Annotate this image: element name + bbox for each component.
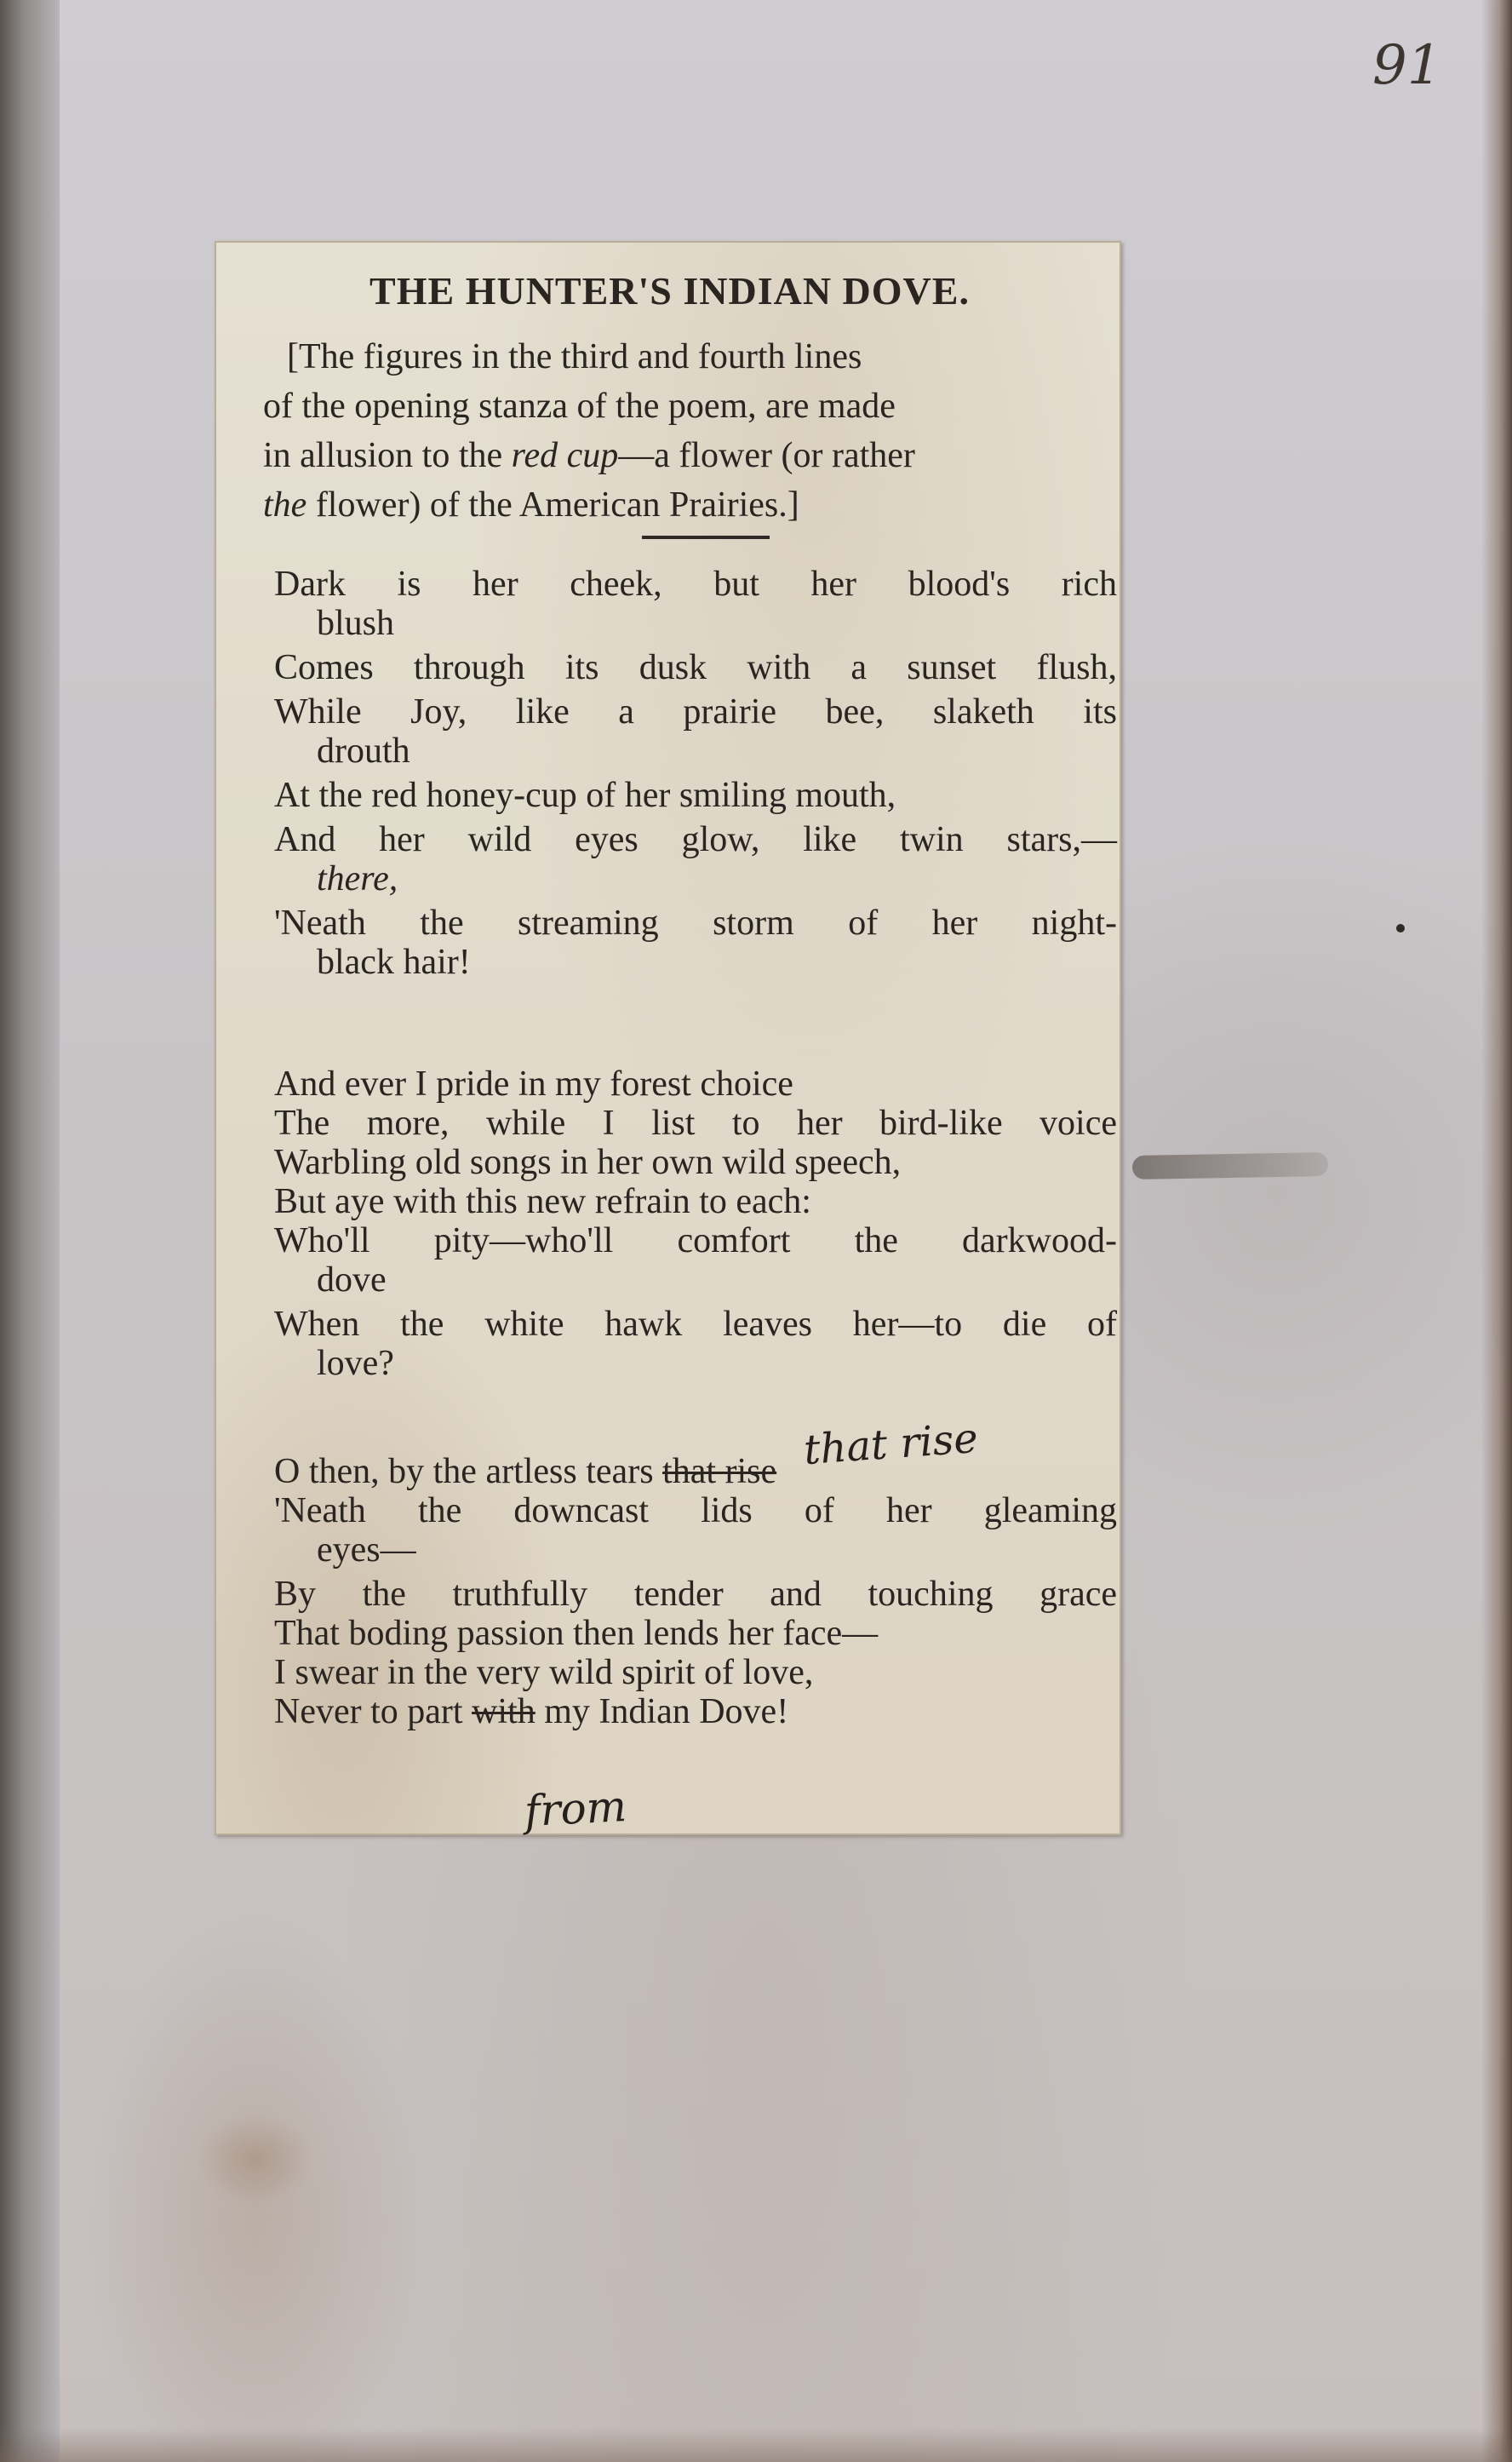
poem-line: But aye with this new refrain to each: [274, 1182, 811, 1221]
stanza-2 [274, 1065, 1117, 1383]
poem-line: That boding passion then lends her face— [274, 1614, 879, 1653]
ink-smudge [1132, 1152, 1328, 1179]
foxing-stain [196, 2112, 315, 2206]
handwritten-correction-from: from [523, 1781, 628, 1837]
poem-line: eyes— [317, 1530, 416, 1570]
intro-line: the flower) of the American Prairies.] [263, 485, 799, 525]
page-edge [1481, 0, 1512, 2462]
poem-line: Dark is her cheek, but her blood's rich [274, 565, 1117, 604]
intro-line: of the opening stanza of the poem, are made [263, 387, 896, 426]
poem-line: At the red honey-cup of her smiling mouth, [274, 776, 896, 815]
italic-term: the [263, 485, 307, 525]
poem-line: Warbling old songs in her own wild speech, [274, 1143, 902, 1182]
struck-text: that rise [662, 1452, 777, 1491]
poem-title: THE HUNTER'S INDIAN DOVE. [369, 269, 970, 313]
poem-line: And her wild eyes glow, like twin stars,— [274, 820, 1117, 859]
poem-line: Never to part with my Indian Dove! [274, 1692, 789, 1731]
stanza-3 [274, 1452, 1117, 1731]
book-spine [0, 0, 60, 2462]
intro-line: [The figures in the third and fourth lines [287, 337, 862, 376]
poem-line: Comes through its dusk with a sunset flush, [274, 648, 1117, 687]
separator-rule [642, 536, 770, 539]
poem-line: And ever I pride in my forest choice [274, 1065, 793, 1104]
poem-line: Who'll pity—who'll comfort the darkwood- [274, 1221, 1117, 1260]
handwritten-correction-that-rise: that rise [802, 1414, 980, 1475]
poem-line: love? [317, 1344, 394, 1383]
poem-line: dove [317, 1260, 387, 1300]
poem-line: I swear in the very wild spirit of love, [274, 1653, 814, 1692]
newspaper-clipping [215, 241, 1121, 1835]
ink-dot [1396, 924, 1405, 933]
poem-line: 'Neath the downcast lids of her gleaming [274, 1491, 1117, 1530]
poem-line: By the truthfully tender and touching grace [274, 1575, 1117, 1614]
poem-line: there, [317, 859, 398, 898]
poem-line: 'Neath the streaming storm of her night- [274, 904, 1117, 943]
page-bottom-edge [0, 2428, 1512, 2462]
intro-line: in allusion to the red cup—a flower (or rather [263, 436, 915, 475]
italic-term: red cup [511, 436, 619, 475]
poem-line: The more, while I list to her bird-like voice [274, 1104, 1117, 1143]
poem-line: While Joy, like a prairie bee, slaketh its [274, 692, 1117, 732]
struck-text: with [472, 1692, 536, 1731]
stanza-1 [274, 565, 1117, 982]
poem-intro-note [263, 332, 1114, 530]
poem-line: O then, by the artless tears that rise [274, 1452, 777, 1491]
poem-line: When the white hawk leaves her—to die of [274, 1305, 1117, 1344]
poem-line: black hair! [317, 943, 471, 982]
poem-line: drouth [317, 732, 410, 771]
page-number: 91 [1372, 34, 1442, 97]
poem-line: blush [317, 604, 395, 643]
